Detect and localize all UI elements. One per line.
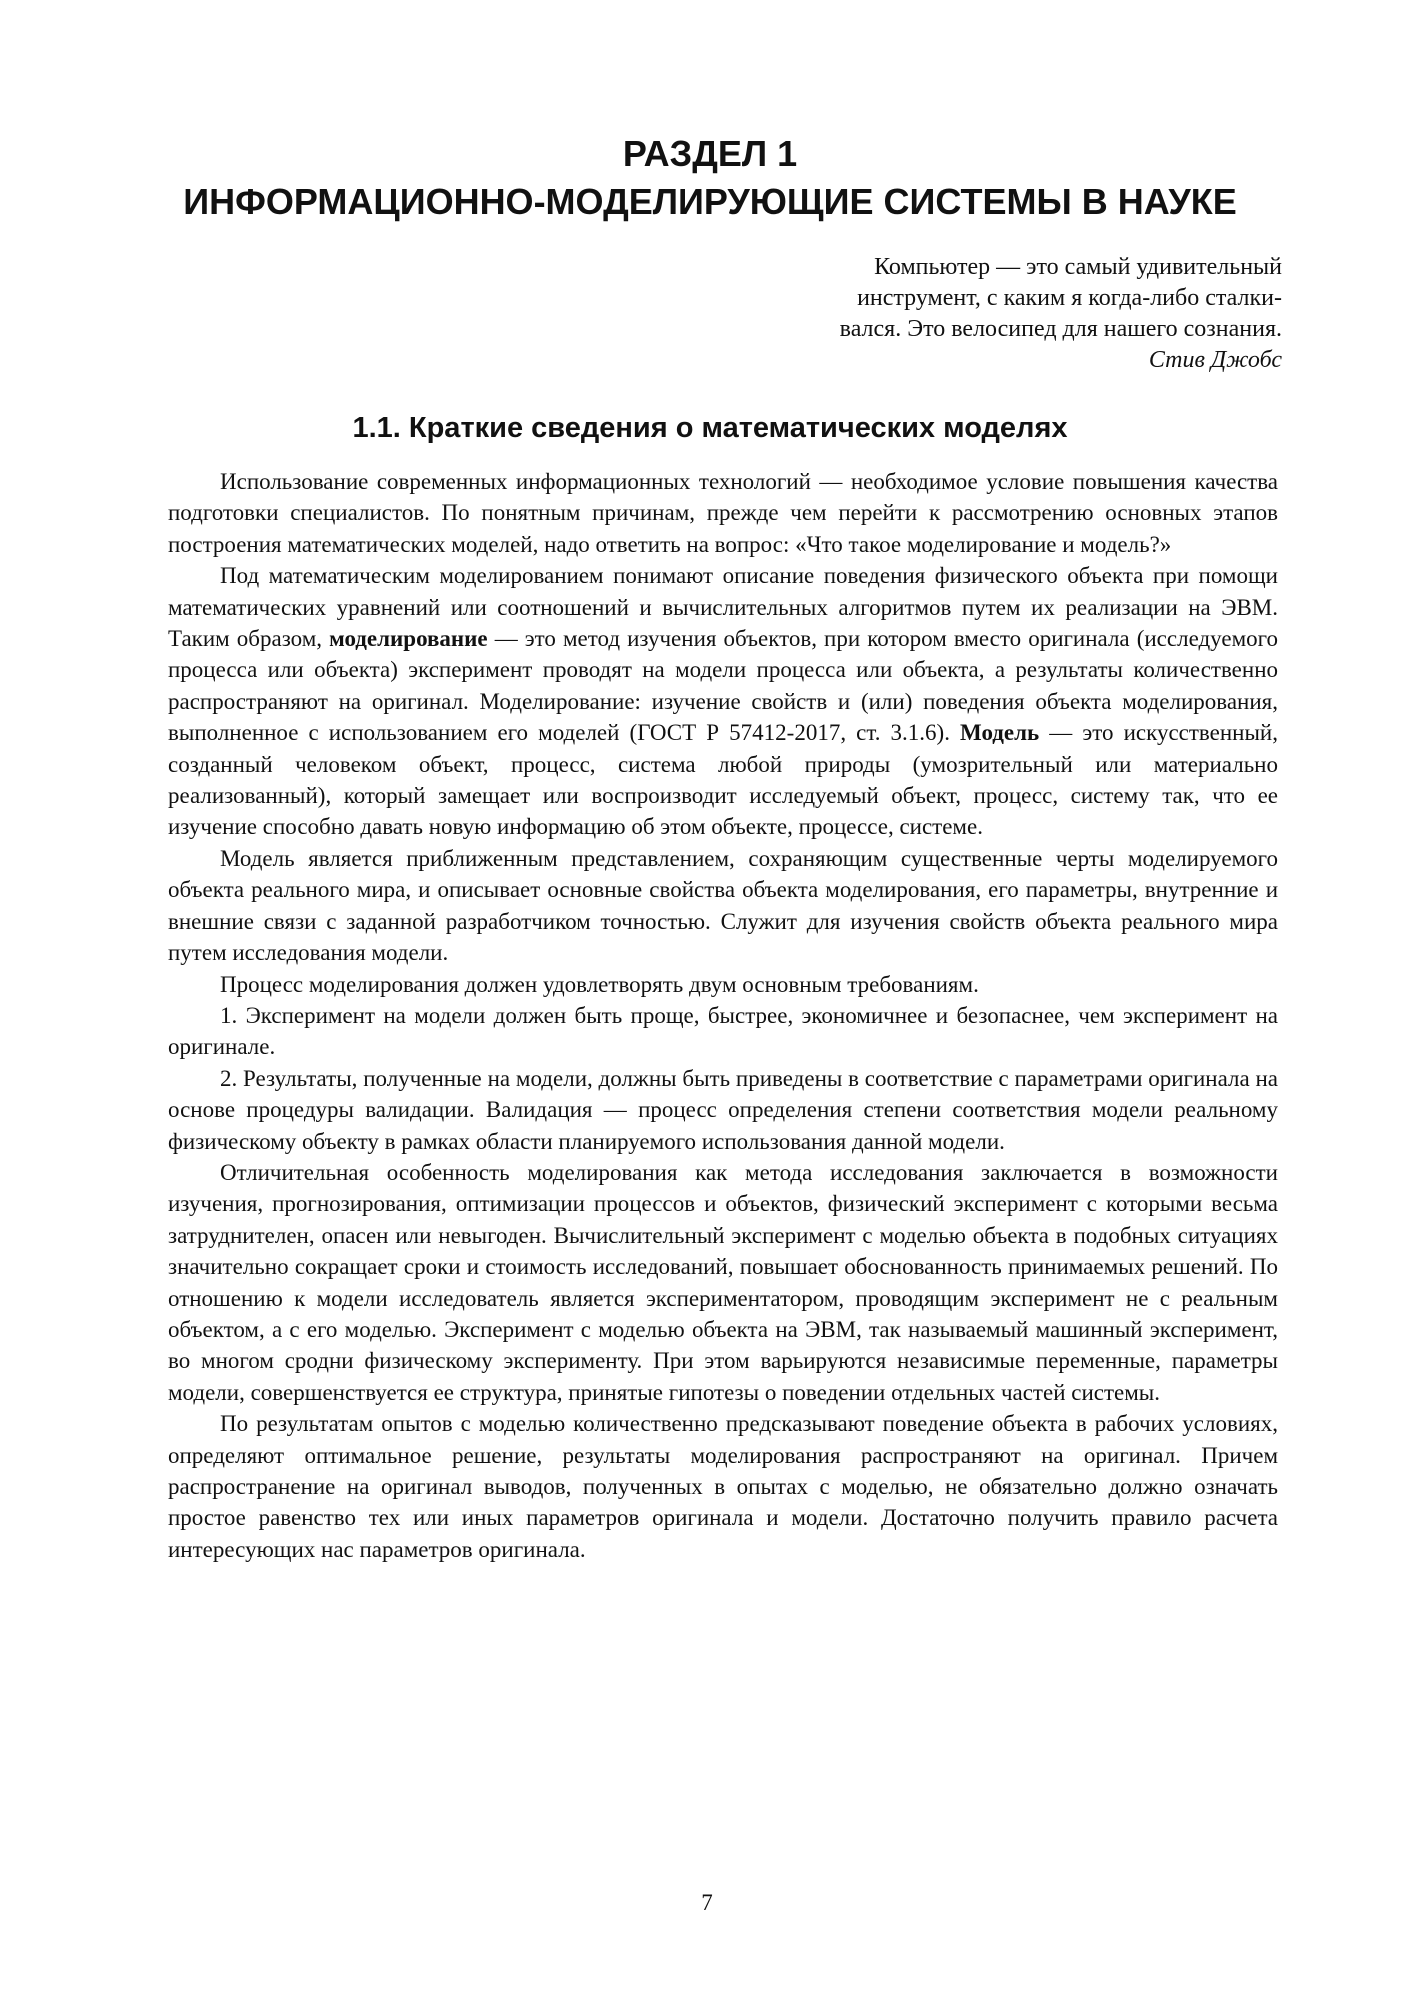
- paragraph: По результатам опытов с моделью количественно предсказывают поведение объекта в рабочих условиях, определяют оптимальное решение, результаты моделирования распространяют на оригинал. Причем распространение на оригинал выводов, полученных в опытах с моделью, не обязательно должно означать простое равенство тех или иных параметров оригинала и модели. Достаточно получить правило расчета интересующих нас параметров оригинала.: [168, 1411, 1278, 1562]
- term-model: Модель: [960, 720, 1040, 746]
- epigraph: [742, 252, 1282, 376]
- epigraph-author: Стив Джобс: [1148, 347, 1282, 373]
- paragraph: 2. Результаты, полученные на модели, должны быть приведены в соответствие с параметрами оригинала на основе процедуры валидации. Валидация — процесс определения степени соответствия модели реальному физическому объекту в рамках области планируемого использования данной модели.: [168, 1065, 1278, 1154]
- paragraph: Процесс моделирования должен удовлетворять двум основным требованиям.: [220, 971, 979, 997]
- text-span: — это метод изучения объектов, при котором вместо оригинала (исследуемого процесса или объекта) эксперимент проводят на модели процесса или объекта, а результаты количественно распространяют на оригинал. Моделирование: изучение свойств и (или) поведения объекта моделирования, выполненное с использованием его моделей (ГОСТ Р 57412-2017, ст. 3.1.6).: [168, 626, 1278, 746]
- part-number: РАЗДЕЛ 1: [622, 133, 798, 174]
- epigraph-line: вался. Это велосипед для нашего сознания.: [839, 316, 1282, 342]
- paragraph: Использование современных информационных технологий — необходимое условие повышения качества подготовки специалистов. По понятным причинам, прежде чем перейти к рассмотрению основных этапов построения математических моделей, надо ответить на вопрос: «Что такое моделирование и модель?»: [168, 469, 1278, 557]
- paragraph-definitions: [168, 560, 1278, 843]
- term-modeling: моделирование: [329, 626, 488, 652]
- paragraph: Отличительная особенность моделирования как метода исследования заключается в возможности изучения, прогнозирования, оптимизации процессов и объектов, физический эксперимент с которыми весьма затруднителен, опасен или невыгоден. Вычислительный эксперимент с моделью объекта в подобных ситуациях значительно сокращает сроки и стоимость исследований, повышает обоснованность принимаемых решений. По отношению к модели исследователь является экспериментатором, проводящим эксперимент не с реальным объектом, а с его моделью. Эксперимент с моделью объекта на ЭВМ, так называемый машинный эксперимент, во многом сродни физическому эксперименту. При этом варьируются независимые переменные, параметры модели, совершенствуется ее структура, принятые гипотезы о поведении отдельных частей системы.: [168, 1159, 1278, 1405]
- text-span: — это искусственный, созданный человеком объект, процесс, система любой природы (умозрительный или материально реализованный), который замещает или воспроизводит исследуемый объект, процесс, систему так, что ее изучение способно давать новую информацию об этом объекте, процессе, системе.: [168, 720, 1278, 840]
- epigraph-line: инструмент, с каким я когда-либо сталки-: [857, 285, 1282, 311]
- part-title: ИНФОРМАЦИОННО-МОДЕЛИРУЮЩИЕ СИСТЕМЫ В НАУКЕ: [183, 181, 1237, 222]
- part-heading: [140, 130, 1280, 226]
- text-span: Под математическим моделированием понимают описание поведения физического объекта при помощи математических уравнений или соотношений и вычислительных алгоритмов путем их реализации на ЭВМ. Таким образом,: [168, 563, 1278, 652]
- paragraph: Модель является приближенным представлением, сохраняющим существенные черты моделируемого объекта реального мира, и описывает основные свойства объекта моделирования, его параметры, внутренние и внешние связи с заданной разработчиком точностью. Служит для изучения свойств объекта реального мира путем исследования модели.: [168, 845, 1278, 966]
- body-text: [168, 466, 1278, 1565]
- section-title: 1.1. Краткие сведения о математических моделях: [352, 412, 1068, 444]
- epigraph-line: Компьютер — это самый удивительный: [874, 254, 1282, 280]
- page-number: 7: [701, 1890, 713, 1915]
- paragraph: 1. Эксперимент на модели должен быть проще, быстрее, экономичнее и безопаснее, чем эксперимент на оригинале.: [168, 1002, 1278, 1060]
